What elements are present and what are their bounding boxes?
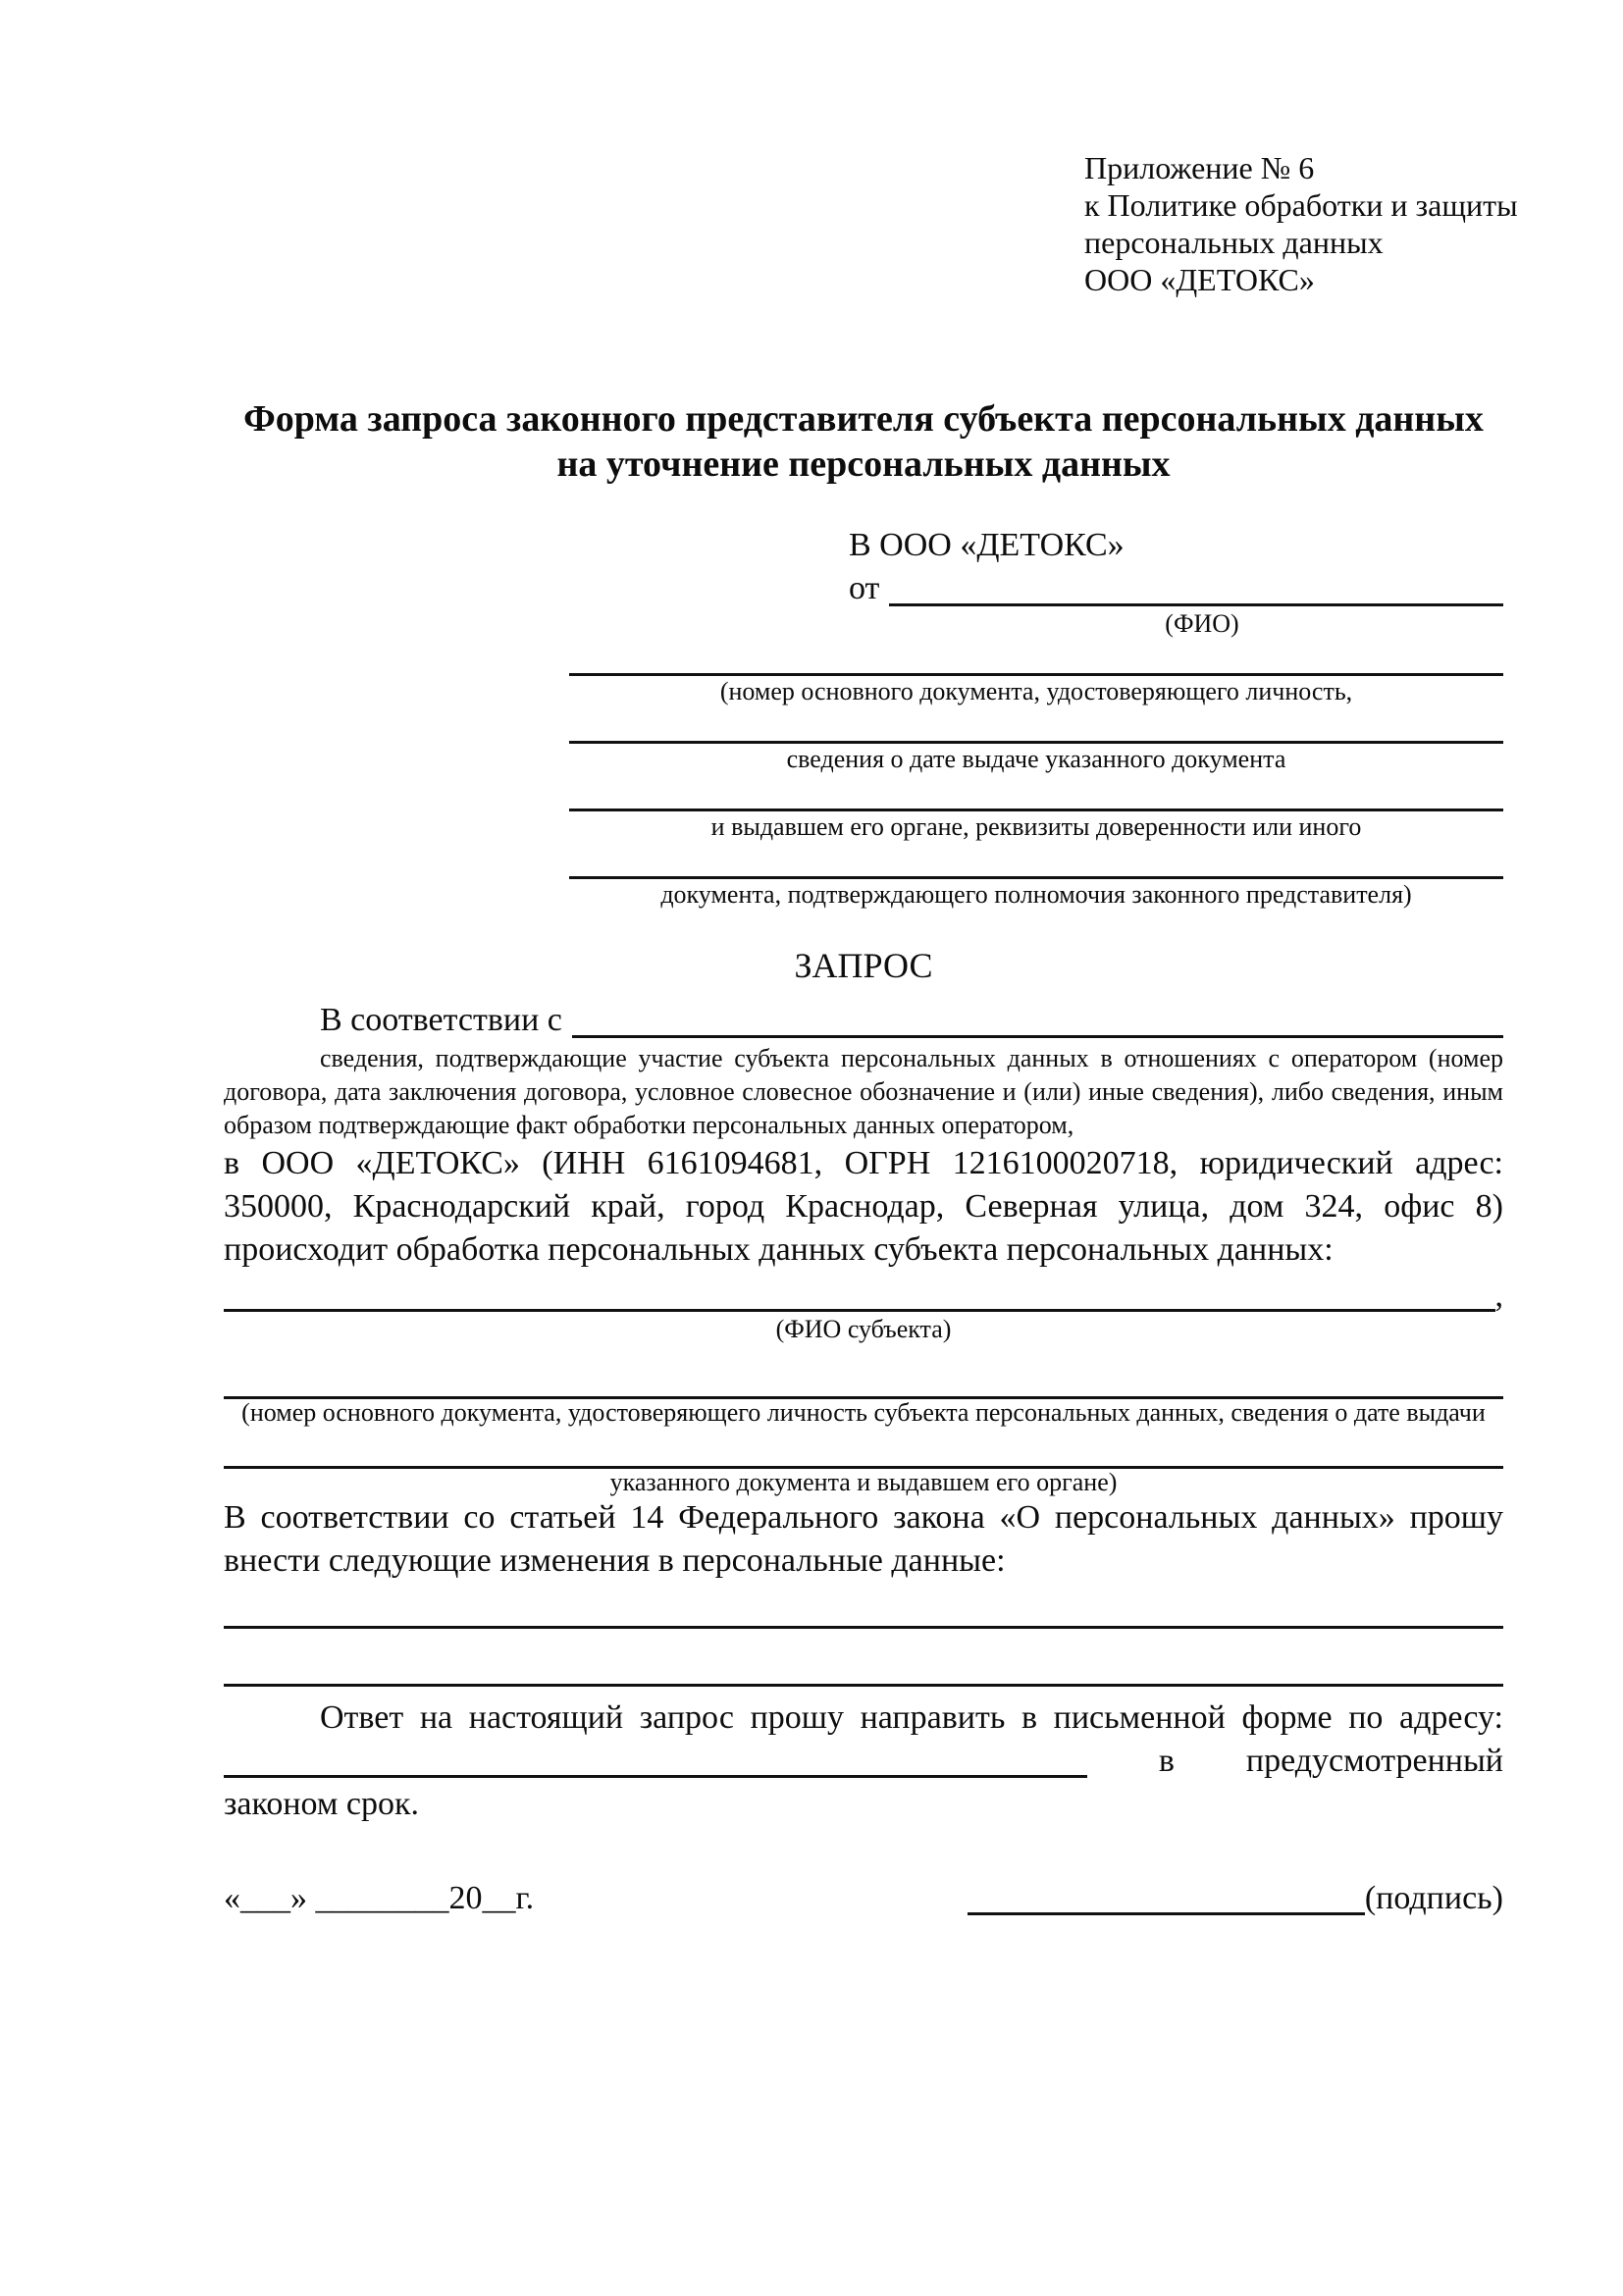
reply-word-predusmotrenny: предусмотренный	[1245, 1743, 1503, 1779]
footnote-text: сведения, подтверждающие участие субъекта персональных данных в отношениях с оператором (номер договора, дата заключения договора, условное словесное обозначение и (или) иные сведения), либо сведения, иным образом подтверждающие факт обработки персональных данных оператором,	[224, 1044, 1503, 1139]
blank-field	[569, 773, 1503, 841]
reply-address-row	[224, 1740, 1503, 1783]
form-title-line-2: на уточнение персональных данных	[556, 444, 1171, 485]
subject-doc-blank-line-1	[224, 1367, 1503, 1399]
law-paragraph: В соответствии со статьей 14 Федерального закона «О персональных данных» прошу внести следующие изменения в персональные данные:	[224, 1499, 1503, 1579]
addressee-org: В ООО «ДЕТОКС»	[849, 527, 1125, 563]
blank-field	[569, 638, 1503, 705]
request-heading: ЗАПРОС	[794, 946, 933, 985]
blank-field	[569, 705, 1503, 773]
rep-doc-blank-line-2	[569, 705, 1503, 744]
rep-doc-caption-3: и выдавшем его органе, реквизиты доверенности или иного	[710, 812, 1362, 841]
date-blank: «___» ________20__г.	[224, 1880, 535, 1916]
annex-line-3: персональных данных	[1084, 225, 1384, 260]
annex-line-2: к Политике обработки и защиты	[1084, 187, 1518, 223]
document-content	[224, 149, 1518, 1920]
reply-paragraph-line3: законом срок.	[224, 1786, 419, 1822]
subject-fio-row	[224, 1276, 1503, 1316]
representative-document-blanks	[569, 638, 1503, 909]
signature-blank-line	[968, 1879, 1365, 1915]
rep-doc-blank-line-4	[569, 841, 1503, 879]
subject-fio-caption: (ФИО субъекта)	[775, 1315, 952, 1343]
rep-doc-caption-4: документа, подтверждающего полномочия законного представителя)	[660, 880, 1412, 909]
fio-caption: (ФИО)	[1165, 609, 1239, 638]
accordance-lead-text: В соответствии с	[320, 1002, 562, 1038]
subject-doc-caption-2: указанного документа и выдавшем его органе)	[609, 1468, 1118, 1496]
from-row	[849, 567, 1503, 610]
changes-blank-line-1	[224, 1600, 1503, 1629]
address-blank-line	[224, 1742, 1087, 1778]
annex-line-4: ООО «ДЕТОКС»	[1084, 262, 1315, 297]
blank-field	[569, 841, 1503, 909]
rep-doc-caption-2: сведения о дате выдаче указанного документа	[786, 745, 1286, 773]
form-title	[224, 396, 1503, 487]
signature-caption: (подпись)	[1364, 1880, 1503, 1916]
reply-word-v: в	[1158, 1743, 1175, 1779]
operator-paragraph: в ООО «ДЕТОКС» (ИНН 6161094681, ОГРН 1216100020718, юридический адрес: 350000, Краснодарский край, город Краснодар, Северная улица, дом 324, офис 8) происходит обработка персональных данных субъекта персональных данных:	[224, 1145, 1503, 1268]
subject-fio-blank-line	[224, 1276, 1495, 1312]
reply-paragraph-line1: Ответ на настоящий запрос прошу направить в письменной форме по адресу:	[320, 1699, 1503, 1736]
form-title-line-1: Форма запроса законного представителя субъекта персональных данных	[243, 398, 1484, 440]
changes-blank-line-2	[224, 1658, 1503, 1687]
rep-doc-blank-line-1	[569, 638, 1503, 676]
trailing-comma: ,	[1494, 1278, 1503, 1314]
accordance-row	[320, 999, 1503, 1042]
signature-area	[968, 1877, 1503, 1920]
from-label: от	[849, 570, 880, 606]
annex-line-1: Приложение № 6	[1084, 150, 1315, 185]
annex-header	[1084, 149, 1518, 298]
date-signature-row	[224, 1877, 1503, 1920]
rep-doc-blank-line-3	[569, 773, 1503, 811]
rep-doc-caption-1: (номер основного документа, удостоверяющего личность,	[719, 677, 1353, 705]
subject-doc-caption-1: (номер основного документа, удостоверяющего личность субъекта персональных данных, сведения о дате выдачи	[241, 1398, 1486, 1427]
accordance-blank-line	[572, 1002, 1503, 1038]
representative-fio-blank-line	[889, 574, 1503, 606]
subject-doc-blank-line-2	[224, 1436, 1503, 1469]
addressee-block	[849, 524, 1503, 638]
